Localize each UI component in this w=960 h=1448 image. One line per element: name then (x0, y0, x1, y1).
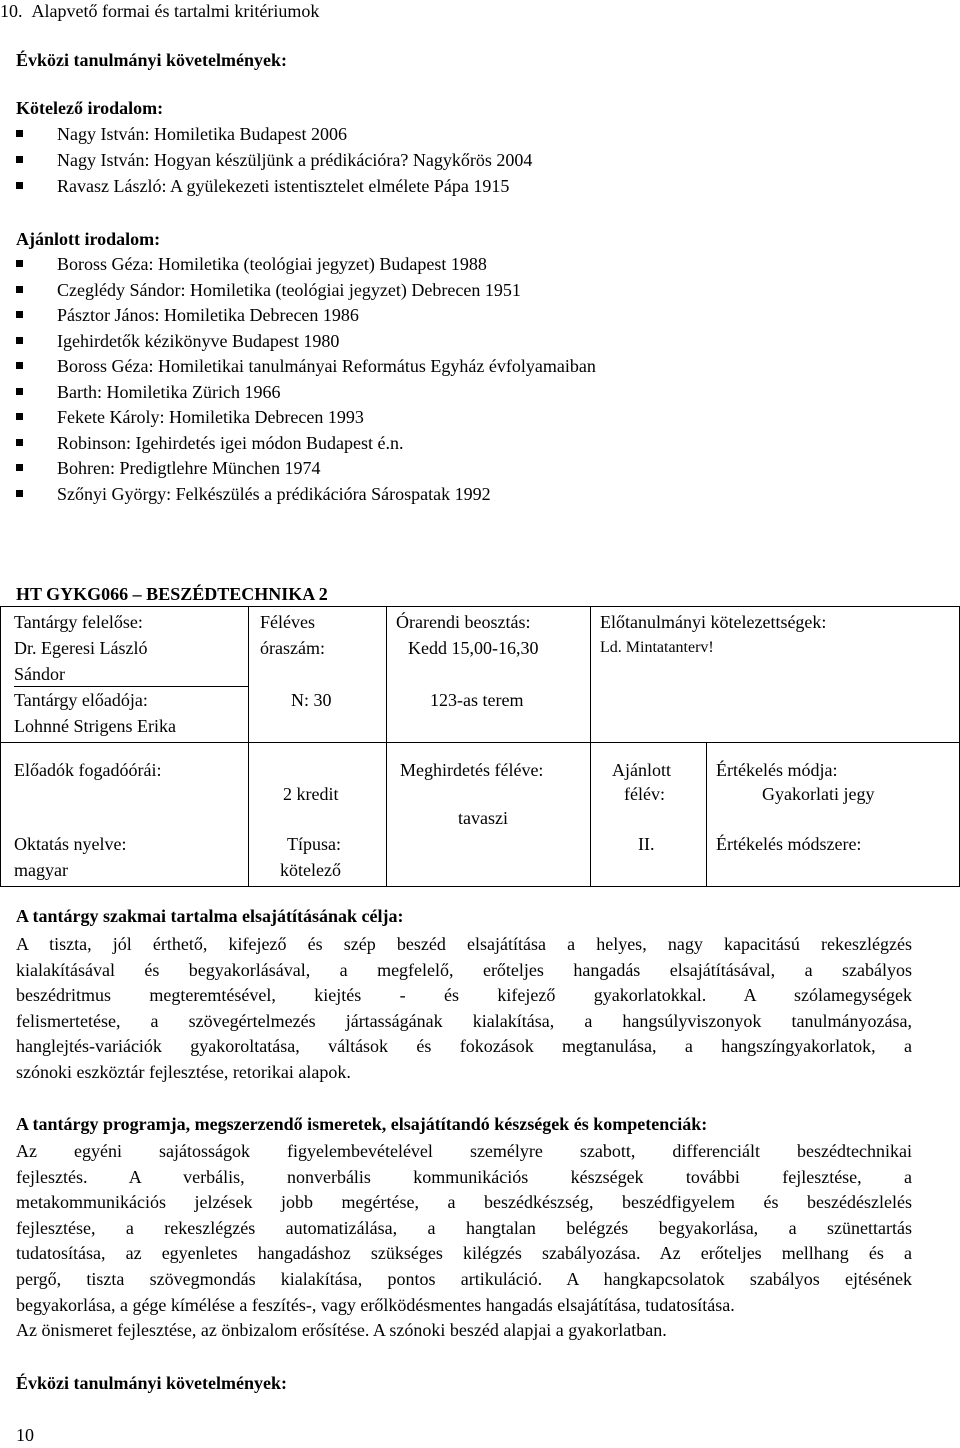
table-border-left (0, 606, 1, 887)
paragraph-line: beszédritmus megteremtésével, kiejtés - és kifejező gyakorlatokkal. A szólamegységek (16, 985, 912, 1006)
bullet-icon (16, 130, 23, 137)
felelos-label: Tantárgy felelőse: (14, 612, 143, 632)
bullet-icon (16, 464, 23, 471)
oraszam-label: óraszám: (260, 638, 325, 658)
paragraph-line: A tiszta, jól érthető, kifejező és szép beszéd elsajátítása a helyes, nagy kapacitású rekeszlégzés (16, 934, 912, 954)
meghirdetes-value: tavaszi (458, 808, 508, 828)
kotelezo-heading: Kötelező irodalom: (16, 98, 164, 118)
orarendi-value: Kedd 15,00-16,30 (408, 638, 539, 658)
paragraph-line: Az egyéni sajátosságok figyelembevételével személyre szabott, differenciált beszédtechnikai (16, 1141, 912, 1161)
list-item: Bohren: Predigtlehre München 1974 (57, 458, 321, 478)
eloado-label: Tantárgy előadója: (14, 690, 148, 710)
ertekeles-modja-value: Gyakorlati jegy (762, 784, 875, 804)
bullet-icon (16, 337, 23, 344)
table-border-bottom (0, 886, 960, 887)
bullet-icon (16, 311, 23, 318)
list-item: Igehirdetők kézikönyve Budapest 1980 (57, 331, 340, 351)
table-divider (248, 606, 249, 887)
evkozi-heading-footer: Évközi tanulmányi követelmények: (16, 1373, 288, 1393)
meghirdetes-label: Meghirdetés féléve: (400, 760, 544, 780)
bullet-icon (16, 362, 23, 369)
program-heading: A tantárgy programja, megszerzendő ismeretek, elsajátítandó készségek és kompetenciák: (16, 1114, 708, 1134)
table-divider (14, 686, 248, 687)
list-item: Boross Géza: Homiletikai tanulmányai Református Egyház évfolyamaiban (57, 356, 596, 376)
program-paragraph (16, 1139, 912, 1344)
ertekeles-modja-label: Értékelés módja: (716, 760, 838, 780)
bullet-icon (16, 490, 23, 497)
bullet-icon (16, 439, 23, 446)
ajanlott-felev-label-cont: félév: (624, 784, 665, 804)
ajanlott-felev-label: Ajánlott (612, 760, 671, 780)
evkozi-heading: Évközi tanulmányi követelmények: (16, 50, 288, 70)
ertekeles-modszere-label: Értékelés módszere: (716, 834, 862, 854)
bullet-icon (16, 182, 23, 189)
bullet-icon (16, 286, 23, 293)
table-border-top (0, 606, 960, 607)
list-item: Barth: Homiletika Zürich 1966 (57, 382, 281, 402)
oraszam-value: N: 30 (291, 690, 332, 710)
list-item: Fekete Károly: Homiletika Debrecen 1993 (57, 407, 364, 427)
felelos-name: Dr. Egeresi László (14, 638, 148, 658)
list-item: Czeglédy Sándor: Homiletika (teológiai jegyzet) Debrecen 1951 (57, 280, 521, 300)
list-item: Nagy István: Hogyan készüljünk a prédikációra? Nagykőrös 2004 (57, 150, 533, 170)
paragraph-line: szónoki eszköztár fejlesztése, retorikai alapok. (16, 1061, 351, 1082)
ajanlott-felev-value: II. (638, 834, 655, 854)
bullet-icon (16, 413, 23, 420)
list-item: Ravasz László: A gyülekezeti istentisztelet elmélete Pápa 1915 (57, 176, 510, 196)
bullet-icon (16, 388, 23, 395)
cel-paragraph (16, 932, 912, 1086)
orarendi-label: Órarendi beosztás: (396, 612, 531, 632)
table-divider (706, 742, 707, 887)
table-divider (386, 606, 387, 887)
ajanlott-heading: Ajánlott irodalom: (16, 229, 161, 249)
course-title: HT GYKG066 – BESZÉDTECHNIKA 2 (16, 584, 328, 604)
page-number: 10 (16, 1425, 34, 1445)
paragraph-line: begyakorlása, a gége kímélése a feszítés-, vagy erőlködésmentes hangadás elsajátítása, tudatosítása. (16, 1294, 735, 1315)
bullet-icon (16, 156, 23, 163)
paragraph-line: felismertetése, a szövegértelmezés jártasságának kialakítása, a hangsúlyviszonyok tanulmányozása, (16, 1010, 912, 1031)
nyelv-label: Oktatás nyelve: (14, 834, 127, 854)
bullet-icon (16, 260, 23, 267)
elotan-value: Ld. Mintatanterv! (600, 639, 714, 656)
feleves-label: Féléves (260, 612, 315, 632)
fogadoora-label: Előadók fogadóórái: (14, 760, 162, 780)
eloado-name: Lohnné Strigens Erika (14, 716, 176, 736)
table-divider (0, 742, 960, 743)
paragraph-line: fejlesztése, a rekeszlégzés automatizálása, a hangtalan belégzés begyakorlása, a szünettartás (16, 1217, 912, 1238)
tipus-value: kötelező (280, 860, 341, 880)
paragraph-line: hanglejtés-variációk gyakoroltatása, váltások és fokozások megtanulása, a hangszíngyakorlatok, a (16, 1036, 912, 1057)
elotan-label: Előtanulmányi kötelezettségek: (600, 612, 827, 632)
list-item: Szőnyi György: Felkészülés a prédikációra Sárospatak 1992 (57, 484, 491, 504)
list-item: Boross Géza: Homiletika (teológiai jegyzet) Budapest 1988 (57, 254, 487, 274)
paragraph-line: tudatosítása, az egyenletes hangadáshoz szükséges kilégzés szabályozása. Az erőteljes mellhang és a (16, 1243, 912, 1264)
paragraph-line: metakommunikációs jelzések jobb megértése, a beszédkészség, beszédfigyelem és beszédészlelés (16, 1192, 912, 1213)
paragraph-line: fejlesztés. A verbális, nonverbális kommunikációs készségek további fejlesztése, a (16, 1166, 912, 1187)
list-item: Robinson: Igehirdetés igei módon Budapest é.n. (57, 433, 404, 453)
terem-value: 123-as terem (430, 690, 524, 710)
kredit-value: 2 kredit (283, 784, 339, 804)
paragraph-line: kialakításával és begyakorlásával, a megfelelő, erőteljes hangadás elsajátításával, a szabályos (16, 959, 912, 980)
nyelv-value: magyar (14, 860, 68, 880)
list-item: Nagy István: Homiletika Budapest 2006 (57, 124, 347, 144)
table-divider (590, 606, 591, 887)
tipus-label: Típusa: (287, 834, 341, 854)
paragraph-line: pergő, tiszta szövegmondás kialakítása, pontos artikuláció. A hangkapcsolatok szabályos ejtésének (16, 1268, 912, 1289)
felelos-name-cont: Sándor (14, 664, 65, 684)
section-title: 10. Alapvető formai és tartalmi kritériumok (0, 1, 320, 21)
cel-heading: A tantárgy szakmai tartalma elsajátításának célja: (16, 906, 404, 926)
paragraph-line: Az önismeret fejlesztése, az önbizalom erősítése. A szónoki beszéd alapjai a gyakorlatban. (16, 1320, 667, 1341)
list-item: Pásztor János: Homiletika Debrecen 1986 (57, 305, 359, 325)
